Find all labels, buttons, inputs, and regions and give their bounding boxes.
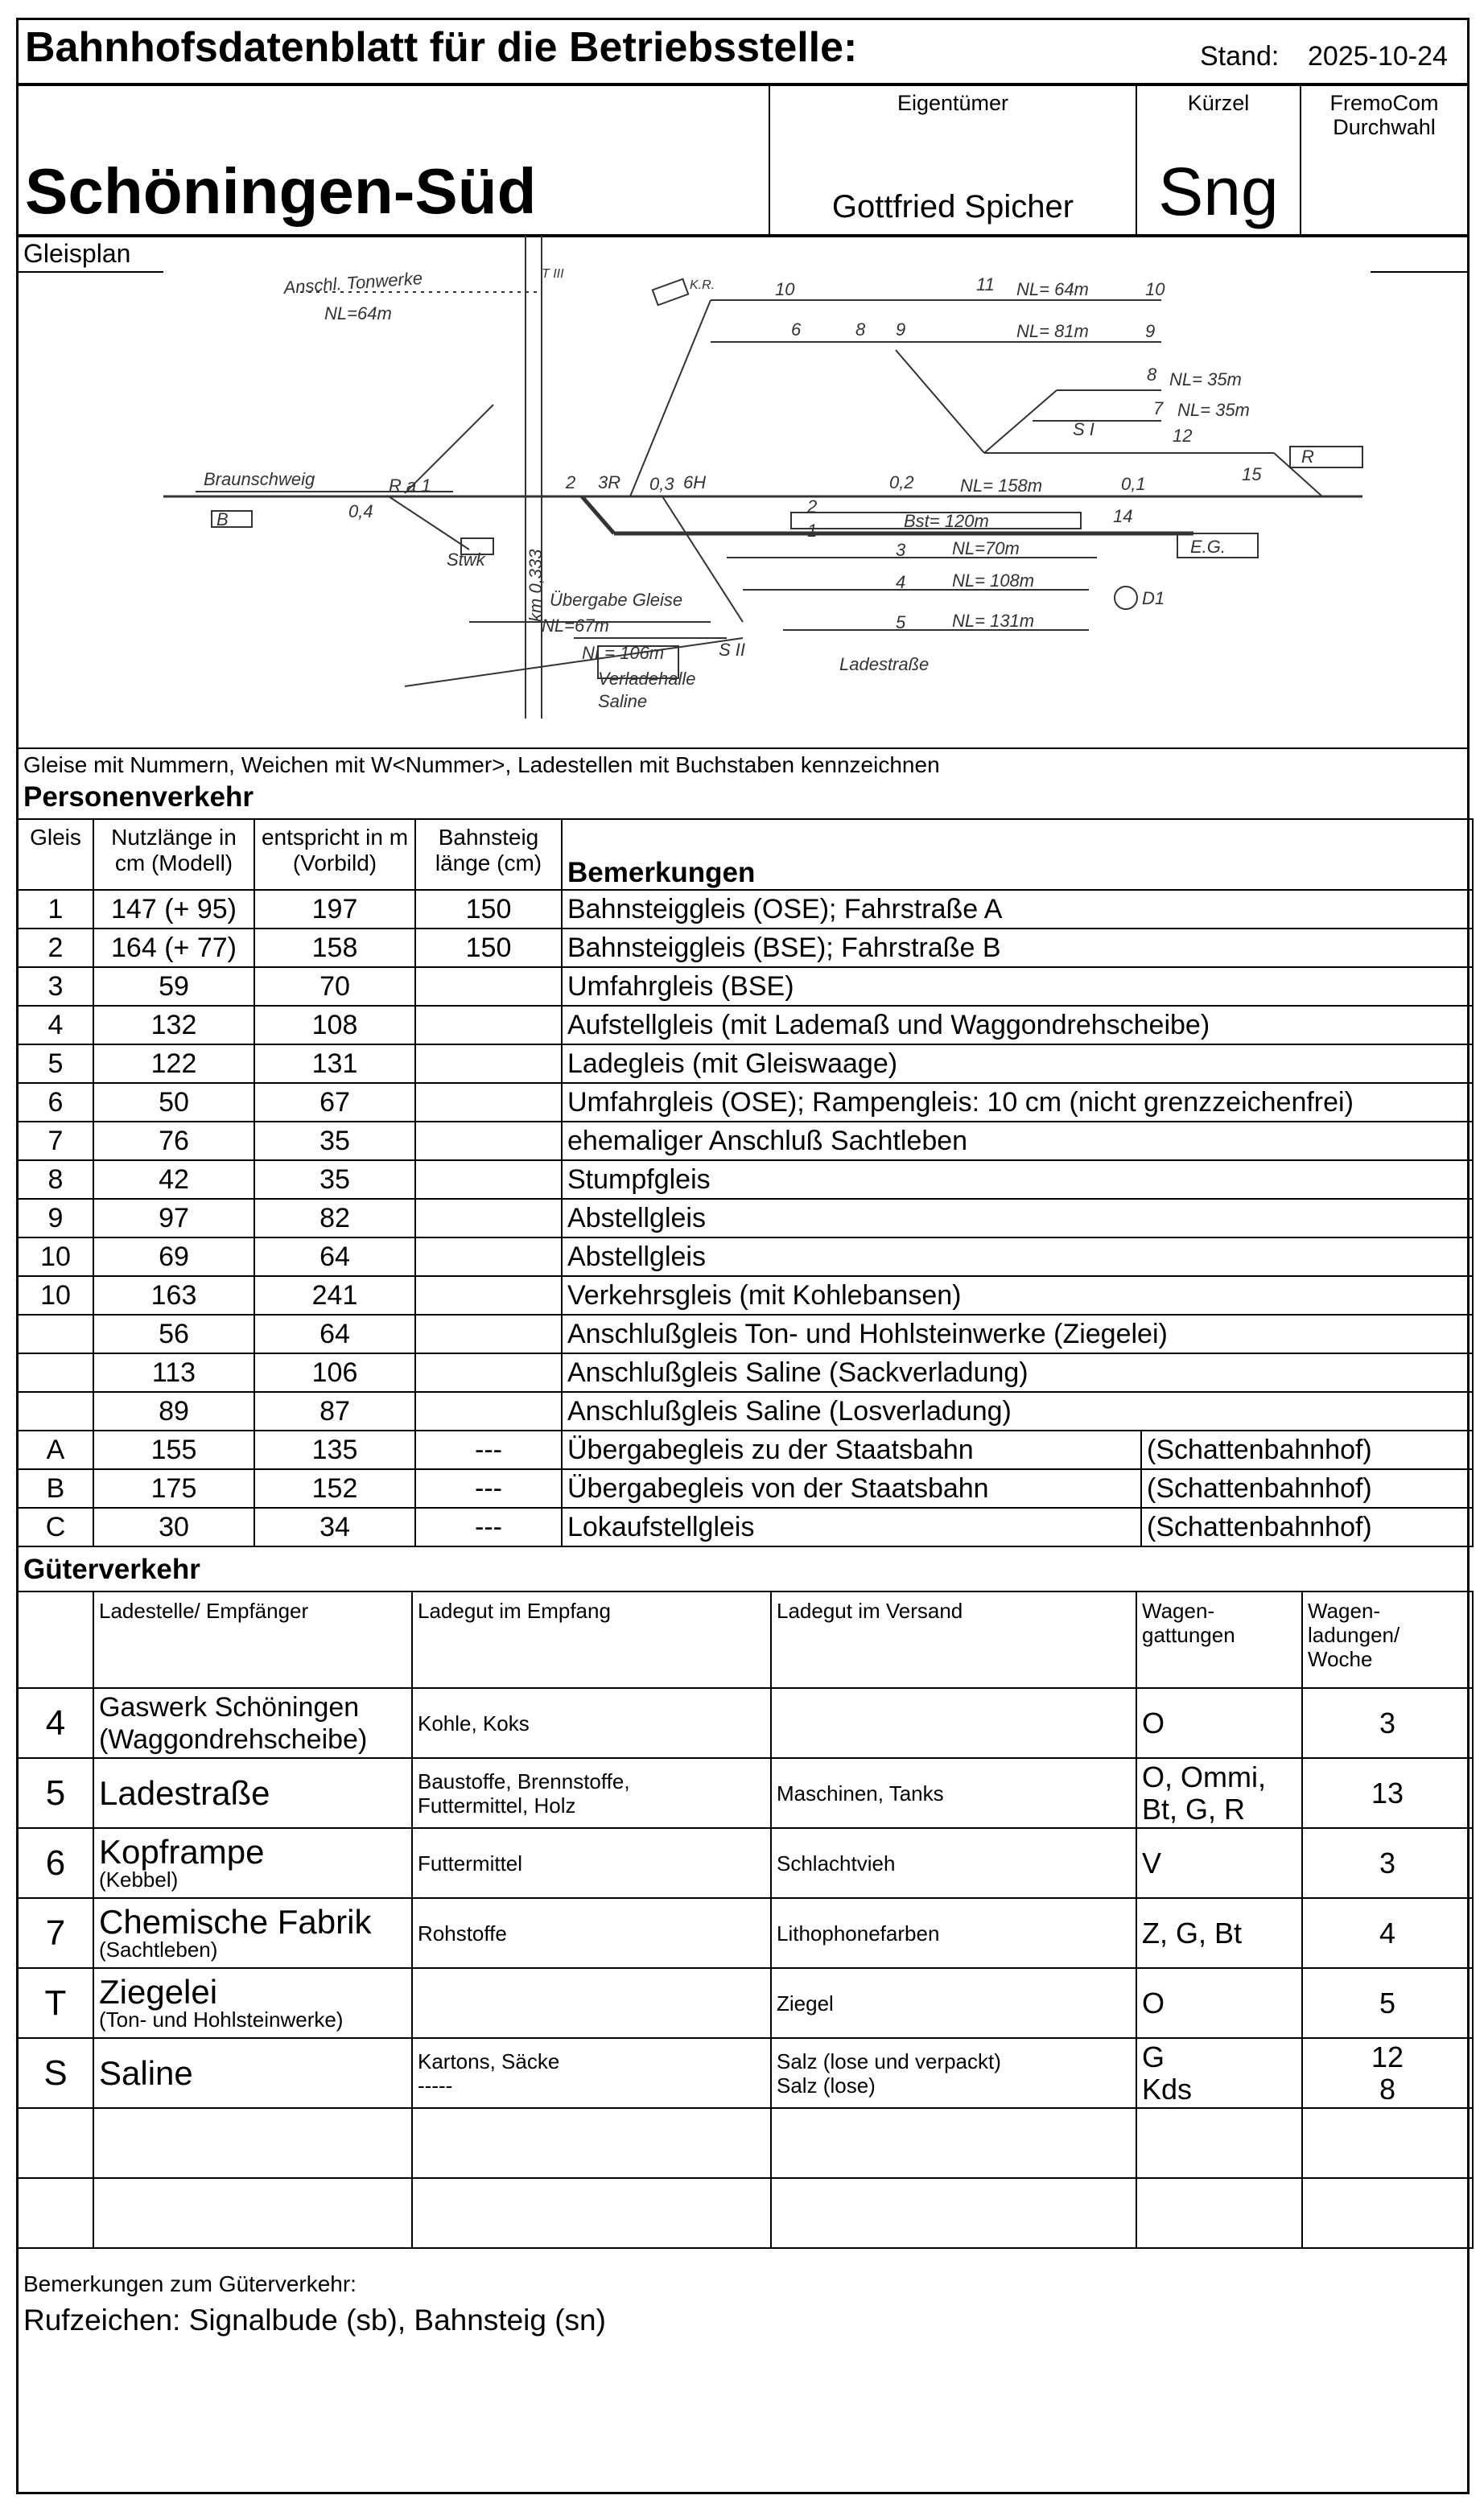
tp-nl67: NL=67m [542,616,609,636]
pv-header-row [18,819,1473,890]
pv-cell-bemerkung: Übergabegleis von der Staatsbahn [562,1469,1141,1508]
pv-cell-cm: 155 [93,1431,254,1469]
pv-cell-bst [415,1044,562,1083]
tp-n9: 9 [896,319,906,340]
tp-tiii: T III [542,267,564,281]
tp-nl158: NL= 158m [960,476,1043,496]
tp-n01: 0,1 [1121,474,1146,494]
tp-r: R [1301,447,1314,467]
pv-cell-cm: 97 [93,1199,254,1237]
pv-row [18,1237,1473,1276]
pv-cell-gleis: 6 [18,1083,93,1122]
pv-row [18,1469,1473,1508]
gv-ladungen-line-1: 12 [1371,2040,1404,2073]
pv-cell-m: 87 [254,1392,415,1431]
gv-row [18,2038,1473,2108]
personenverkehr-heading: Personenverkehr [23,781,254,813]
gv-header-gattungen [1136,1591,1302,1688]
tp-n02: 0,2 [889,472,914,492]
pv-cell-bemerkung: Aufstellgleis (mit Lademaß und Waggondrehscheibe) [562,1006,1473,1044]
gv-cell-empfang [412,1828,771,1898]
tp-nl108: NL= 108m [952,570,1035,591]
gv-empfang-line-2: ----- [418,2073,453,2098]
gv-cell-ladungen [1302,1688,1473,1758]
gv-cell-ladestelle [93,1968,412,2038]
pv-cell-cm: 59 [93,967,254,1006]
pv-cell-m: 35 [254,1160,415,1199]
gv-empty-cell [412,2178,771,2248]
gv-cell-empfang [412,1688,771,1758]
pv-row [18,967,1473,1006]
pv-cell-gleis: 9 [18,1199,93,1237]
gv-cell-gattungen [1136,1828,1302,1898]
gv-row [18,1968,1473,2038]
pv-cell-cm: 69 [93,1237,254,1276]
pv-cell-m: 131 [254,1044,415,1083]
gv-ladungen-line-1: 13 [1371,1776,1404,1810]
pv-cell-bst [415,1392,562,1431]
tp-n1: 1 [807,521,818,541]
pv-cell-bst [415,1353,562,1392]
bemerkungen-text: Rufzeichen: Signalbude (sb), Bahnsteig (sn) [23,2304,606,2337]
gv-empty-row [18,2108,1473,2178]
pv-cell-bemerkung: Anschlußgleis Saline (Losverladung) [562,1392,1473,1431]
pv-cell-cm: 163 [93,1276,254,1315]
tp-n2b: 2 [807,496,818,517]
pv-row [18,1083,1473,1122]
tp-uebergabe: Übergabe Gleise [550,590,683,610]
pv-row [18,1431,1473,1469]
tp-n03: 0,3 [649,474,674,494]
gv-gattungen-line-2: Bt, G, R [1142,1792,1246,1826]
pv-header-bst: Bahnsteig länge (cm) [415,819,562,890]
tp-n12: 12 [1173,426,1193,446]
tp-n6: 6 [791,319,802,340]
tp-n11: 11 [976,274,995,294]
tp-n2: 2 [566,472,576,492]
pv-cell-m: 34 [254,1508,415,1546]
pv-cell-m: 64 [254,1315,415,1353]
pv-cell-gleis: 2 [18,929,93,967]
tp-ton: Anschl. Tonwerke [282,267,423,298]
pv-cell-cm: 42 [93,1160,254,1199]
gv-ladungen-line-1: 5 [1379,1986,1396,2020]
gv-cell-ladungen [1302,1968,1473,2038]
pv-cell-gleis: 7 [18,1122,93,1160]
gv-cell-ladungen [1302,1758,1473,1828]
pv-cell-cm: 89 [93,1392,254,1431]
pv-cell-cm: 113 [93,1353,254,1392]
tp-n5: 5 [896,612,906,632]
pv-row [18,1353,1473,1392]
sheet-title: Bahnhofsdatenblatt für die Betriebsstelle: [25,24,858,71]
tp-d1: D1 [1142,588,1165,608]
pv-cell-cm: 164 (+ 77) [93,929,254,967]
pv-cell-bst [415,967,562,1006]
pv-cell-cm: 50 [93,1083,254,1122]
gueterverkehr-table [17,1591,1474,2249]
gv-cell-versand [771,1688,1136,1758]
pv-cell-bemerkung: Anschlußgleis Ton- und Hohlsteinwerke (Ziegelei) [562,1315,1473,1353]
tp-n9b: 9 [1145,321,1156,341]
pv-cell-bst [415,1160,562,1199]
gv-ladestelle-name: Kopframpe [99,1832,265,1871]
tp-n10b: 10 [1145,279,1165,299]
pv-header-m: entspricht in m (Vorbild) [254,819,415,890]
pv-cell-m: 197 [254,890,415,929]
instruction-text: Gleise mit Nummern, Weichen mit W<Nummer>, Ladestellen mit Buchstaben kennzeichnen [23,752,940,777]
tp-b: B [216,509,229,529]
pv-cell-gleis [18,1392,93,1431]
pv-row [18,890,1473,929]
gv-cell-ladestelle [93,2038,412,2108]
gv-ladestelle-name: Gaswerk Schöningen [99,1691,360,1723]
gv-empty-cell [771,2108,1136,2178]
tp-n3r: 3R [598,472,621,492]
pv-row [18,1160,1473,1199]
gv-gattungen-line-2: Kds [1142,2072,1193,2106]
gv-versand-line-1: Lithophonefarben [777,1921,940,1946]
pv-cell-bemerkung: Bahnsteiggleis (OSE); Fahrstraße A [562,890,1473,929]
gv-empty-cell [412,2108,771,2178]
gv-cell-empfang [412,2038,771,2108]
divider [19,83,1467,86]
tp-n10: 10 [775,279,795,299]
gv-cell-empfang [412,1758,771,1828]
fremo-label-line-2: Durchwahl [1333,115,1436,139]
gv-row [18,1688,1473,1758]
gv-cell-gattungen [1136,1968,1302,2038]
gv-cell-ladungen [1302,1898,1473,1968]
pv-cell-gleis: 10 [18,1237,93,1276]
pv-cell-m: 35 [254,1122,415,1160]
gv-empty-cell [1302,2178,1473,2248]
tp-n8: 8 [855,319,866,340]
gv-gattungen-line-1: O [1142,1706,1165,1740]
stand-label: Stand: [1200,41,1280,72]
tp-n6h: 6H [683,472,707,492]
gv-gattungen-line-1: V [1142,1846,1162,1880]
tp-eg: E.G. [1190,537,1226,557]
pv-row [18,1276,1473,1315]
pv-row [18,929,1473,967]
tp-braunschweig: Braunschweig [204,469,315,489]
pv-cell-bst: --- [415,1431,562,1469]
gv-header-ladungen-1: Wagen- [1308,1599,1381,1623]
abbr-label: Kürzel [1187,91,1250,115]
gv-versand-line-2: Salz (lose) [777,2073,876,2098]
gv-cell-empfang [412,1968,771,2038]
gv-cell-versand [771,2038,1136,2108]
pv-header-cm: Nutzlänge in cm (Modell) [93,819,254,890]
pv-cell-bemerkung: Umfahrgleis (OSE); Rampengleis: 10 cm (nicht grenzzeichenfrei) [562,1083,1473,1122]
pv-cell-bemerkung: Übergabegleis zu der Staatsbahn [562,1431,1141,1469]
gv-header-gattungen-2: gattungen [1142,1623,1235,1647]
pv-cell-bemerkung: Ladegleis (mit Gleiswaage) [562,1044,1473,1083]
gv-cell-id: 6 [18,1828,93,1898]
tp-n7: 7 [1153,398,1164,418]
pv-cell-cm: 175 [93,1469,254,1508]
gv-empty-cell [18,2108,93,2178]
tp-kr: K.R. [690,278,715,292]
pv-header-gleis: Gleis [18,819,93,890]
pv-cell-m: 64 [254,1237,415,1276]
gv-ladestelle-sub: (Waggondrehscheibe) [99,1723,368,1755]
gv-cell-ladestelle [93,1828,412,1898]
pv-cell-bst [415,1122,562,1160]
pv-header-bemerkungen: Bemerkungen [562,819,1473,890]
gv-empfang-line-1: Baustoffe, Brennstoffe, [418,1769,630,1793]
fremo-label [1301,91,1467,139]
gv-empty-cell [1302,2108,1473,2178]
tp-nl35b: NL= 35m [1177,400,1250,420]
pv-cell-m: 241 [254,1276,415,1315]
pv-cell-cm: 147 (+ 95) [93,890,254,929]
gv-cell-id: 7 [18,1898,93,1968]
gv-ladestelle-name: Ladestraße [99,1773,270,1812]
gv-cell-ladungen [1302,2038,1473,2108]
pv-cell-gleis: 8 [18,1160,93,1199]
pv-cell-m: 108 [254,1006,415,1044]
pv-cell-gleis: B [18,1469,93,1508]
track-plan [19,236,1467,751]
gv-cell-ladestelle [93,1688,412,1758]
gv-empty-cell [771,2178,1136,2248]
pv-cell-gleis: A [18,1431,93,1469]
gueterverkehr-heading: Güterverkehr [23,1554,200,1585]
gv-empty-cell [93,2108,412,2178]
tp-nl70: NL=70m [952,538,1020,558]
pv-row [18,1044,1473,1083]
pv-row [18,1508,1473,1546]
pv-cell-extra: (Schattenbahnhof) [1141,1469,1473,1508]
station-name: Schöningen-Süd [25,155,537,227]
pv-cell-m: 82 [254,1199,415,1237]
gv-header-versand: Ladegut im Versand [771,1591,1136,1688]
tp-n15: 15 [1242,464,1262,484]
gv-header-ladungen-2: ladungen/ [1308,1623,1400,1647]
pv-cell-bst [415,1006,562,1044]
tp-n4: 4 [896,572,906,592]
tp-km: km 0,333 [526,549,546,622]
pv-cell-bemerkung: ehemaliger Anschluß Sachtleben [562,1122,1473,1160]
gv-cell-empfang [412,1898,771,1968]
pv-cell-gleis: 10 [18,1276,93,1315]
gv-cell-versand [771,1898,1136,1968]
pv-cell-bst [415,1237,562,1276]
pv-cell-bemerkung: Bahnsteiggleis (BSE); Fahrstraße B [562,929,1473,967]
gv-cell-versand [771,1758,1136,1828]
datasheet [16,18,1470,2494]
tp-n04: 0,4 [348,501,373,521]
pv-cell-gleis: 4 [18,1006,93,1044]
gv-empfang-line-2: Futtermittel, Holz [418,1793,576,1818]
tp-saline: Saline [598,691,648,711]
pv-cell-bemerkung: Abstellgleis [562,1199,1473,1237]
pv-cell-cm: 30 [93,1508,254,1546]
pv-cell-gleis: 5 [18,1044,93,1083]
tp-sii: S II [719,640,746,660]
pv-cell-gleis [18,1315,93,1353]
personenverkehr-table [17,818,1474,1547]
tp-nl106: NL= 106m [582,643,665,663]
gv-versand-line-1: Maschinen, Tanks [777,1781,944,1806]
stand-date: 2025-10-24 [1308,41,1448,72]
gv-empty-row [18,2178,1473,2248]
pv-cell-cm: 132 [93,1006,254,1044]
pv-cell-m: 70 [254,967,415,1006]
gv-header-ladungen-3: Woche [1308,1647,1373,1671]
pv-row [18,1392,1473,1431]
gv-cell-gattungen [1136,1898,1302,1968]
pv-cell-gleis [18,1353,93,1392]
tp-n3: 3 [896,540,906,560]
pv-cell-bst [415,1083,562,1122]
gv-row [18,1828,1473,1898]
pv-cell-bst: 150 [415,890,562,929]
pv-cell-cm: 56 [93,1315,254,1353]
gv-ladestelle-sub: (Kebbel) [99,1867,179,1892]
gv-header-row [18,1591,1473,1688]
pv-cell-bemerkung: Verkehrsgleis (mit Kohlebansen) [562,1276,1473,1315]
tp-nl35a: NL= 35m [1169,369,1242,389]
tp-nl64: NL= 64m [1016,279,1089,299]
gv-empfang-line-1: Kartons, Säcke [418,2049,560,2073]
pv-cell-bemerkung: Lokaufstellgleis [562,1508,1141,1546]
gv-ladestelle-sub: (Ton- und Hohlsteinwerke) [99,2007,344,2032]
gv-cell-gattungen [1136,1758,1302,1828]
tp-n8b: 8 [1147,364,1157,385]
gv-cell-ladestelle [93,1898,412,1968]
tp-verlade: Verladehalle [598,669,696,689]
gv-cell-ladungen [1302,1828,1473,1898]
pv-cell-bst [415,1315,562,1353]
pv-cell-gleis: 1 [18,890,93,929]
gleisplan-label: Gleisplan [23,239,131,268]
gv-header-gattungen-1: Wagen- [1142,1599,1215,1623]
pv-cell-gleis: C [18,1508,93,1546]
pv-cell-bemerkung: Abstellgleis [562,1237,1473,1276]
gv-ladestelle-name: Chemische Fabrik [99,1902,372,1941]
gv-gattungen-line-1: O [1142,1986,1165,2020]
fremo-label-line-1: FremoCom [1329,91,1439,115]
gv-cell-versand [771,1828,1136,1898]
gv-versand-line-1: Ziegel [777,1991,834,2016]
tp-ra: R a 1 [389,476,431,496]
gv-empfang-line-1: Futtermittel [418,1851,523,1876]
gv-ladungen-line-1: 4 [1379,1916,1396,1950]
gv-empty-cell [93,2178,412,2248]
gv-versand-line-1: Salz (lose und verpackt) [777,2049,1001,2073]
gv-ladungen-line-1: 3 [1379,1846,1396,1880]
gv-ladungen-line-1: 3 [1379,1706,1396,1740]
pv-cell-bemerkung: Umfahrgleis (BSE) [562,967,1473,1006]
gv-ladestelle-name: Saline [99,2053,193,2092]
gv-gattungen-line-1: O, Ommi, [1142,1760,1266,1793]
pv-cell-bst: 150 [415,929,562,967]
pv-cell-bst: --- [415,1508,562,1546]
tp-bst: Bst= 120m [904,511,989,531]
pv-cell-m: 67 [254,1083,415,1122]
gv-row [18,1898,1473,1968]
gv-empfang-line-1: Kohle, Koks [418,1711,530,1736]
owner-value: Gottfried Spicher [831,189,1074,224]
gv-cell-gattungen [1136,1688,1302,1758]
gv-empfang-line-1: Rohstoffe [418,1921,507,1946]
gv-header-ladestelle: Ladestelle/ Empfänger [93,1591,412,1688]
pv-cell-m: 152 [254,1469,415,1508]
gv-cell-id: 4 [18,1688,93,1758]
tp-nl81: NL= 81m [1016,321,1089,341]
pv-cell-cm: 76 [93,1122,254,1160]
gv-empty-cell [1136,2178,1302,2248]
gv-ladestelle-sub: (Sachtleben) [99,1937,218,1962]
tp-ton-nl: NL=64m [324,303,392,323]
tp-si: S I [1073,419,1094,439]
gv-gattungen-line-1: Z, G, Bt [1142,1916,1243,1950]
pv-cell-bemerkung: Anschlußgleis Saline (Sackverladung) [562,1353,1473,1392]
pv-cell-bst: --- [415,1469,562,1508]
tp-ladestrasse: Ladestraße [839,654,930,674]
gv-ladungen-line-2: 8 [1379,2072,1396,2106]
pv-cell-extra: (Schattenbahnhof) [1141,1508,1473,1546]
pv-cell-m: 135 [254,1431,415,1469]
tp-n14: 14 [1113,506,1133,526]
pv-row [18,1315,1473,1353]
gv-cell-gattungen [1136,2038,1302,2108]
pv-cell-bst [415,1276,562,1315]
gv-empty-cell [1136,2108,1302,2178]
abbr-value: Sng [1158,154,1279,229]
gv-cell-ladestelle [93,1758,412,1828]
gv-empty-cell [18,2178,93,2248]
gv-cell-id: T [18,1968,93,2038]
pv-cell-m: 158 [254,929,415,967]
gv-cell-id: S [18,2038,93,2108]
pv-row [18,1122,1473,1160]
gv-ladestelle-name: Ziegelei [99,1972,218,2011]
gv-gattungen-line-1: G [1142,2040,1165,2073]
gv-header-ladungen [1302,1591,1473,1688]
gv-versand-line-1: Schlachtvieh [777,1851,896,1876]
pv-cell-gleis: 3 [18,967,93,1006]
owner-label: Eigentümer [897,91,1009,115]
pv-cell-bst [415,1199,562,1237]
tp-stwk: Stwk [447,550,485,570]
pv-row [18,1006,1473,1044]
gv-header-empfang: Ladegut im Empfang [412,1591,771,1688]
gv-row [18,1758,1473,1828]
gv-cell-versand [771,1968,1136,2038]
pv-cell-cm: 122 [93,1044,254,1083]
gv-cell-id: 5 [18,1758,93,1828]
tp-nl131: NL= 131m [952,611,1035,631]
bemerkungen-label: Bemerkungen zum Güterverkehr: [23,2271,357,2296]
pv-cell-m: 106 [254,1353,415,1392]
pv-row [18,1199,1473,1237]
pv-cell-bemerkung: Stumpfgleis [562,1160,1473,1199]
pv-cell-extra: (Schattenbahnhof) [1141,1431,1473,1469]
